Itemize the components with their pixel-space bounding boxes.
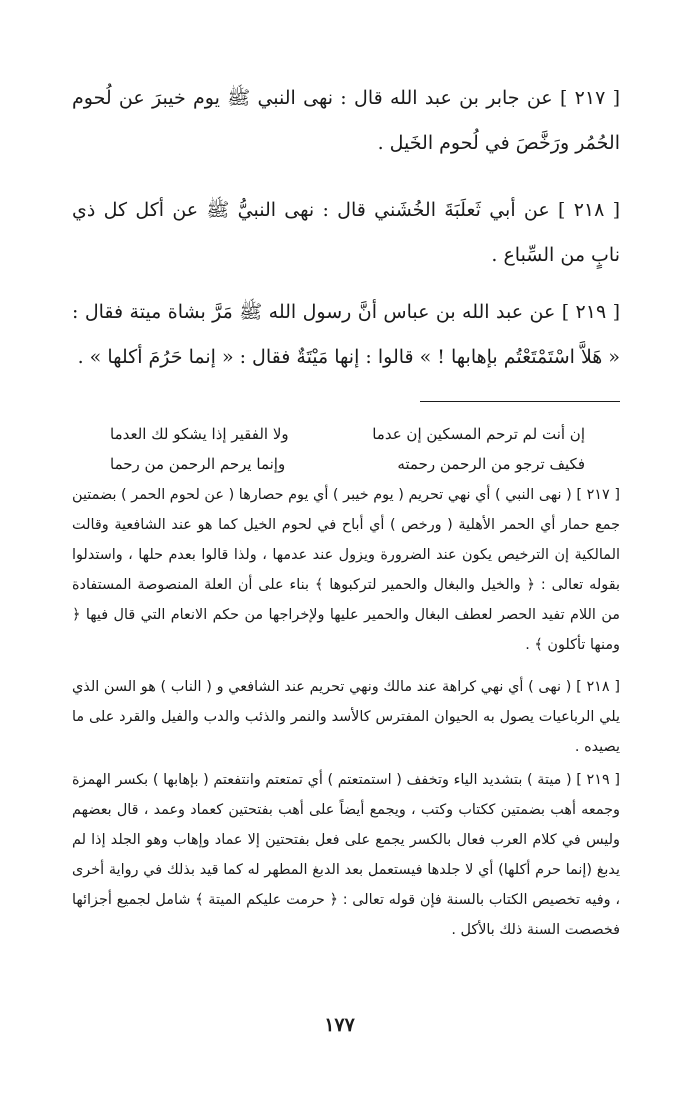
poem-line-1-first-hemistich: إن أنت لم ترحم المسكين إن عدما xyxy=(372,425,585,443)
commentary-218: [ ٢١٨ ] ( نهى ) أي نهي كراهة عند مالك ونهي تحريم عند الشافعي و ( الناب ) هو السن الذي يلي الرباعيات يصول به الحيوان المفترس كالأسد والنمر والذئب والدب والفيل والقرد على ما يصيده . xyxy=(72,679,620,755)
page-number: ١٧٧ xyxy=(324,1014,355,1036)
poem xyxy=(110,419,585,479)
poem-line-2-first-hemistich: فكيف ترجو من الرحمن رحمته xyxy=(397,455,585,473)
commentary-217: [ ٢١٧ ] ( نهى النبي ) أي نهي تحريم ( يوم خيبر ) أي يوم حصارها ( عن لحوم الحمر ) بضمتين جمع حمار أي الحمر الأهلية ( ورخص ) أي أباح في لحوم الخيل كما هو عند الشافعية وقالت المالكية إن الترخيص يكون عند الضرورة ويزول عند عدمها ، ولذا قالوا بعدم حلها ، واستدلوا بقوله تعالى : ﴿ والخيل والبغال والحمير لتركبوها ﴾ بناء على أن العلة المنصوصة المستفادة من اللام تفيد الحصر لعطف البغال والحمير عليها ولإخراجها من حكم الانعام التي قال فيها ﴿ ومنها تأكلون ﴾ . xyxy=(72,487,620,653)
hadith-218: [ ٢١٨ ] عن أبي ثَعلَبَةَ الخُشَني قال : نهى النبيُّ ﷺ عن أكل كل ذي نابٍ من السِّباع . xyxy=(72,199,621,266)
poem-line-2-second-hemistich: وإنما يرحم الرحمن من رحما xyxy=(110,455,286,473)
footnote-separator xyxy=(420,401,620,402)
poem-line-1 xyxy=(110,419,585,449)
hadith-219: [ ٢١٩ ] عن عبد الله بن عباس أنَّ رسول الله ﷺ مَرَّ بشاة ميتة فقال : « هَلاَّ اسْتَمْتَعْتُم بإهابها ! » قالوا : إنها مَيْتَةٌ فقال : « إنما حَرُمَ أكلها » . xyxy=(72,301,620,368)
poem-line-1-second-hemistich: ولا الفقير إذا يشكو لك العدما xyxy=(110,425,289,443)
hadith-217: [ ٢١٧ ] عن جابر بن عبد الله قال : نهى النبي ﷺ يوم خيبرَ عن لُحوم الحُمُر ورَخَّصَ في لُحوم الخَيل . xyxy=(72,87,620,154)
poem-line-2 xyxy=(110,449,585,479)
commentary-219: [ ٢١٩ ] ( ميتة ) بتشديد الياء وتخفف ( استمتعتم ) أي تمتعتم وانتفعتم ( بإهابها ) بكسر الهمزة وجمعه أهب بضمتين ككتاب وكتب ، ويجمع أيضاً على أهب بفتحتين كعماد وعمد ، قال بعضهم وليس في كلام العرب فعال بالكسر يجمع على فعل بفتحتين إلا عماد وإهاب وهو الجلد إذا لم يدبغ (إنما حرم أكلها) أي لا جلدها فيستعمل بعد الدبغ المطهر له كما قيد بذلك في رواية أخرى ، وفيه تخصيص الكتاب بالسنة فإن قوله تعالى : ﴿ حرمت عليكم الميتة ﴾ شامل لجميع أجزائها فخصصت السنة ذلك بالأكل . xyxy=(72,772,620,938)
